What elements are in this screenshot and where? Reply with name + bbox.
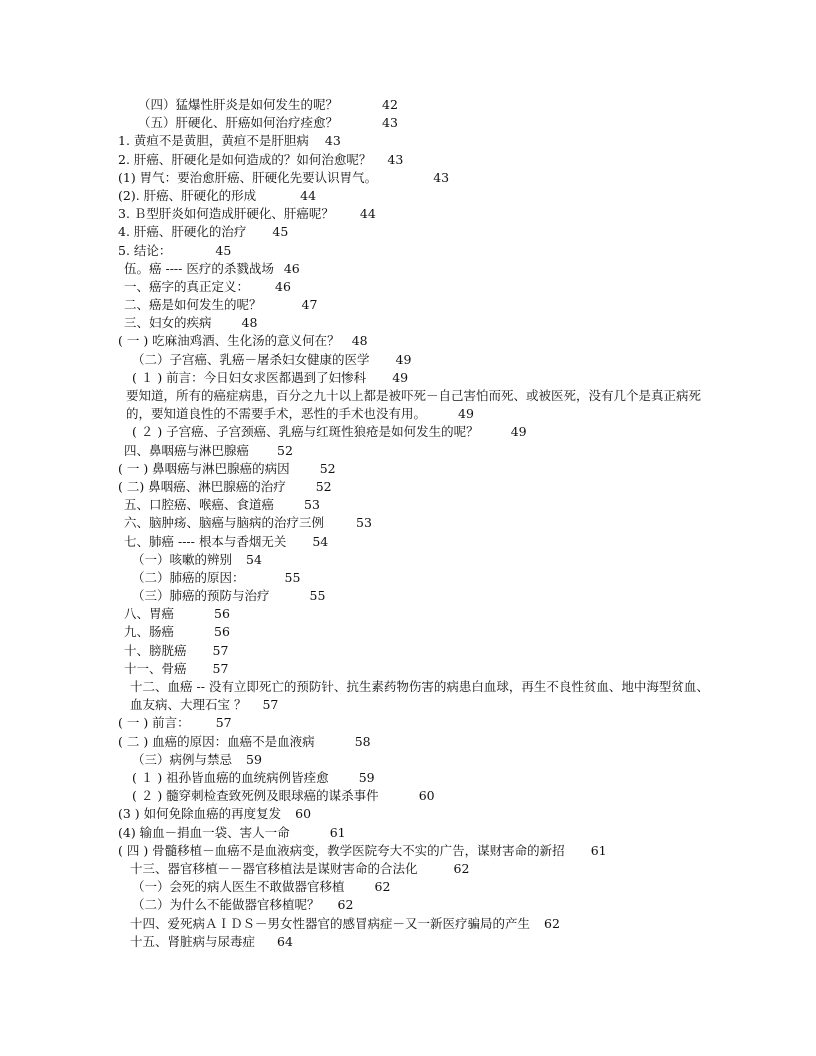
toc-entry xyxy=(118,769,718,787)
toc-entry-page: 46 xyxy=(283,260,300,276)
toc-entry-page: 45 xyxy=(215,242,232,258)
toc-entry xyxy=(118,787,718,805)
toc-entry-title: ( ２ ) 子宫癌、子宫颈癌、乳癌与红斑性狼疮是如何发生的呢？ xyxy=(132,424,479,440)
toc-entry-page: 57 xyxy=(262,697,279,713)
toc-entry xyxy=(118,332,718,350)
toc-entry-page: 53 xyxy=(304,497,320,513)
toc-entry xyxy=(118,205,718,223)
toc-entry-page: 54 xyxy=(246,551,262,567)
toc-entry-title: （二）子宫癌、乳癌－屠杀妇女健康的医学 xyxy=(132,351,370,367)
toc-entry xyxy=(118,751,718,769)
toc-entry xyxy=(118,569,718,587)
toc-entry xyxy=(118,187,718,205)
toc-entry xyxy=(118,96,718,114)
toc-entry-title: 九、肠癌 xyxy=(124,624,175,640)
toc-entry-page: 55 xyxy=(309,588,326,604)
toc-entry-title: 伍。癌 ---- 医疗的杀戮战场 xyxy=(124,260,274,276)
toc-entry xyxy=(118,296,718,314)
toc-entry-page: 49 xyxy=(458,406,474,422)
toc-entry-page: 58 xyxy=(354,733,371,749)
toc-entry-title: 七、肺癌 ---- 根本与香烟无关 xyxy=(124,533,287,549)
toc-entry-title: （一）咳嗽的辨别 xyxy=(132,551,233,567)
toc-entry xyxy=(118,623,718,641)
toc-entry xyxy=(118,314,718,332)
toc-entry-page: 55 xyxy=(284,569,301,585)
toc-entry-page: 62 xyxy=(337,897,354,913)
toc-entry-title: ( 二 ) 血癌的原因：血癌不是血液病 xyxy=(118,733,315,749)
toc-entry xyxy=(118,114,718,132)
toc-entry-title: ( 四 ) 骨髓移植－血癌不是血液病变，教学医院夸大不实的广告，谋财害命的新招 xyxy=(118,842,565,858)
toc-entry-title: 五、口腔癌、喉癌、食道癌 xyxy=(124,497,275,513)
toc-entry-page: 62 xyxy=(544,915,560,931)
toc-entry-title: 六、脑肿疡、脑癌与脑病的治疗三例 xyxy=(124,515,325,531)
toc-entry xyxy=(118,805,718,823)
toc-entry-title: 三、妇女的疾病 xyxy=(124,315,212,331)
toc-entry-title: 二、癌是如何发生的呢？ xyxy=(124,297,262,313)
table-of-contents xyxy=(118,96,718,951)
toc-entry-page: 43 xyxy=(382,115,398,131)
toc-entry-page: 60 xyxy=(295,806,312,822)
toc-entry-page: 53 xyxy=(356,515,372,531)
toc-entry-title: (4) 输血－捐血一袋、害人一命 xyxy=(118,824,290,840)
toc-entry xyxy=(118,514,718,532)
toc-entry-title: （二）为什么不能做器官移植呢？ xyxy=(132,897,320,913)
toc-entry-page: 57 xyxy=(215,715,232,731)
toc-entry xyxy=(118,369,718,387)
toc-entry-title: ( 一 ) 吃麻油鸡酒、生化汤的意义何在？ xyxy=(118,333,340,349)
toc-entry-page: 52 xyxy=(315,478,332,494)
toc-entry xyxy=(118,878,718,896)
toc-entry-title: 十一、骨癌 xyxy=(124,660,187,676)
toc-entry-title: 4. 肝癌、肝硬化的治疗 xyxy=(118,224,247,240)
toc-entry xyxy=(118,496,718,514)
toc-entry-title: 四、鼻咽癌与淋巴腺癌 xyxy=(124,442,250,458)
toc-entry-page: 48 xyxy=(241,315,258,331)
toc-entry-page: 59 xyxy=(358,770,375,785)
toc-entry-title: （一）会死的病人医生不敢做器官移植 xyxy=(132,879,345,895)
toc-entry-title: 要知道，所有的癌症病患，百分之九十以上都是被吓死－自己害怕而死、或被医死，没有几个是真正病死的，要知道良性的不需要手术，恶性的手术也没有用。 xyxy=(126,388,702,422)
toc-entry-title: (3 ) 如何免除血癌的再度复发 xyxy=(118,806,282,822)
toc-entry-page: 44 xyxy=(359,206,376,222)
toc-entry-title: 一、癌字的真正定义： xyxy=(124,278,250,294)
toc-entry-page: 56 xyxy=(214,624,230,640)
toc-entry-title: （三）肺癌的预防与治疗 xyxy=(132,588,270,604)
toc-entry-page: 61 xyxy=(590,842,607,858)
toc-entry xyxy=(118,351,718,369)
toc-entry-page: 57 xyxy=(212,642,229,658)
toc-entry xyxy=(118,533,718,551)
toc-entry-title: 十二、血癌 -- 没有立即死亡的预防针、抗生素药物伤害的病患白血球，再生不良性贫血、地中海型贫血、血友病、大理石宝 ？ xyxy=(130,679,709,713)
toc-entry xyxy=(118,260,718,278)
toc-entry-page: 56 xyxy=(214,606,230,622)
toc-entry-title: 十、膀胱癌 xyxy=(124,642,187,658)
toc-entry xyxy=(118,896,718,914)
toc-entry-title: （二）肺癌的原因： xyxy=(132,569,245,585)
toc-entry xyxy=(118,605,718,623)
toc-entry xyxy=(118,460,718,478)
toc-entry-page: 52 xyxy=(319,460,336,476)
toc-entry xyxy=(118,387,718,423)
toc-entry-title: ( 二) 鼻咽癌、淋巴腺癌的治疗 xyxy=(118,478,286,494)
toc-entry-page: 62 xyxy=(453,860,470,876)
toc-entry xyxy=(118,933,718,951)
toc-entry xyxy=(118,278,718,296)
toc-entry-page: 49 xyxy=(510,424,527,440)
toc-entry-title: （三）病例与禁忌 xyxy=(132,751,233,767)
toc-entry xyxy=(118,223,718,241)
toc-entry-title: 5. 结论： xyxy=(118,242,172,258)
toc-entry xyxy=(118,242,718,260)
toc-entry xyxy=(118,551,718,569)
toc-entry xyxy=(118,824,718,842)
toc-entry-title: (1) 胃气：要治愈肝癌、肝硬化先要认识胃气。 xyxy=(118,169,378,185)
toc-entry-page: 45 xyxy=(272,224,289,240)
toc-entry-title: 3. Ｂ型肝炎如何造成肝硬化、肝癌呢？ xyxy=(118,206,334,222)
toc-entry xyxy=(118,151,718,169)
toc-entry-page: 44 xyxy=(300,187,317,203)
toc-entry xyxy=(118,642,718,660)
toc-entry xyxy=(118,860,718,878)
toc-entry-page: 59 xyxy=(246,751,262,767)
toc-entry-title: ( 一 ) 鼻咽癌与淋巴腺癌的病因 xyxy=(118,460,290,476)
toc-entry-page: 49 xyxy=(395,351,412,367)
toc-entry-page: 48 xyxy=(351,333,368,349)
toc-entry xyxy=(118,478,718,496)
toc-entry-title: ( １ ) 前言：今日妇女求医都遇到了妇惨科 xyxy=(132,369,367,385)
toc-entry xyxy=(118,842,718,860)
toc-entry xyxy=(118,678,718,714)
toc-entry-title: ( 一 ) 前言： xyxy=(118,715,190,731)
toc-entry-page: 43 xyxy=(433,169,450,185)
toc-entry-page: 43 xyxy=(324,133,341,149)
toc-entry-page: 57 xyxy=(212,660,229,676)
toc-entry-title: ( １ ) 祖孙皆血癌的血统病例皆痊愈 xyxy=(132,770,329,785)
toc-entry-page: 49 xyxy=(392,369,409,385)
toc-entry-page: 61 xyxy=(329,824,346,840)
toc-entry-title: 十五、肾脏病与尿毒症 xyxy=(130,933,256,949)
toc-entry-title: 2. 肝癌、肝硬化是如何造成的？如何治愈呢？ xyxy=(118,151,372,167)
toc-entry xyxy=(118,714,718,732)
toc-entry-title: 1. 黄疸不是黄胆，黄疸不是肝胆病 xyxy=(118,133,309,149)
toc-entry xyxy=(118,733,718,751)
toc-entry-page: 60 xyxy=(418,788,435,804)
toc-entry-title: 十四、爱死病ＡＩＤＳ－男女性器官的感冒病症－又一新医疗骗局的产生 xyxy=(130,915,531,931)
toc-entry xyxy=(118,169,718,187)
toc-entry-page: 46 xyxy=(275,278,291,294)
toc-entry xyxy=(118,132,718,150)
toc-entry-page: 54 xyxy=(312,533,329,549)
toc-entry-title: 八、胃癌 xyxy=(124,606,175,622)
toc-entry-title: ( ２ ) 髓穿刺检查致死例及眼球癌的谋杀事件 xyxy=(132,788,379,804)
toc-entry-page: 42 xyxy=(382,97,398,112)
toc-entry-title: 十三、器官移植－－器官移植法是谋财害命的合法化 xyxy=(130,860,418,876)
toc-entry-page: 43 xyxy=(387,151,404,167)
toc-entry xyxy=(118,660,718,678)
toc-entry-page: 52 xyxy=(277,442,293,458)
toc-entry-page: 64 xyxy=(277,933,293,949)
toc-entry-title: （四）猛爆性肝炎是如何发生的呢？ xyxy=(138,97,339,112)
toc-entry xyxy=(118,423,718,441)
toc-entry-page: 62 xyxy=(374,879,391,895)
toc-entry xyxy=(118,915,718,933)
toc-entry xyxy=(118,442,718,460)
toc-entry-title: （五）肝硬化、肝癌如何治疗痊愈？ xyxy=(138,115,339,131)
toc-entry-page: 47 xyxy=(301,297,318,313)
toc-entry-title: (2). 肝癌、肝硬化的形成 xyxy=(118,187,257,203)
toc-entry xyxy=(118,587,718,605)
